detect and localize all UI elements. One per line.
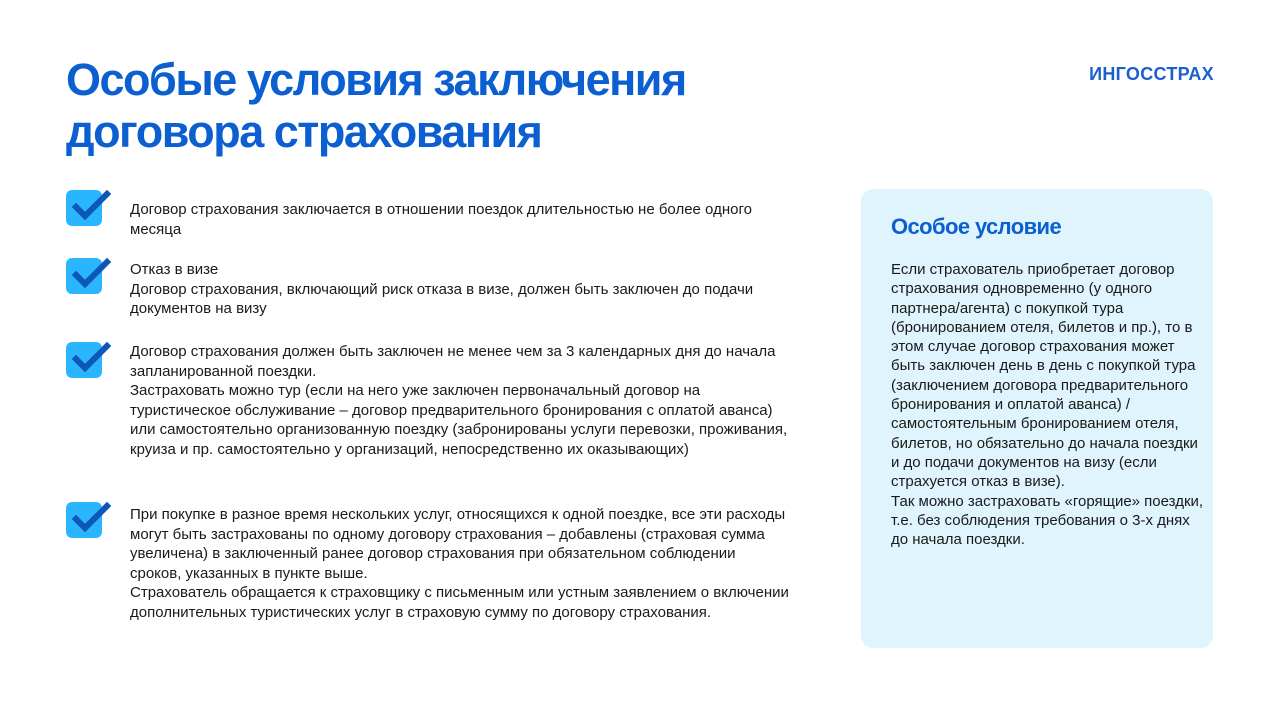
list-item-text [130, 260, 790, 319]
paragraph: Договор страхования заключается в отношении поездок длительностью не более одного месяца [130, 201, 752, 238]
paragraph: При покупке в разное время нескольких услуг, относящихся к одной поездке, все эти расходы могут быть застрахованы по одному договору страхования – добавлены (страховая сумма увеличена) в заключенный ранее договор страхования при обязательном соблюдении сроков, указанных в пункте выше. [130, 506, 786, 582]
checkbox-checked-icon [66, 340, 110, 380]
paragraph: Договор страхования должен быть заключен не менее чем за 3 календарных дня до начала запланированной поездки. [130, 343, 776, 380]
page-title [66, 54, 826, 158]
list-item-text [130, 342, 790, 459]
title-line-1: Особые условия заключения [66, 54, 686, 105]
checkbox-checked-icon [66, 256, 110, 296]
panel-body [891, 260, 1207, 549]
paragraph: Отказ в визе [130, 261, 219, 278]
panel-title: Особое условие [891, 214, 1062, 239]
checkbox-checked-icon [66, 188, 110, 228]
paragraph: Так можно застраховать «горящие» поездки, т.е. без соблюдения требования о 3-х днях до начала поездки. [891, 492, 1204, 549]
title-line-2: договора страхования [66, 106, 542, 157]
list-item-text [130, 200, 790, 239]
list-item-text [130, 505, 790, 622]
paragraph: Договор страхования, включающий риск отказа в визе, должен быть заключен до подачи документов на визу [130, 280, 754, 317]
paragraph: Страхователь обращается к страховщику с письменным или устным заявлением о включении дополнительных туристических услуг в страховую сумму по договору страхования. [130, 584, 789, 621]
brand-logo: ИНГОССТРАХ [1089, 64, 1214, 84]
paragraph: Застраховать можно тур (если на него уже заключен первоначальный договор на туристическое обслуживание – договор предварительного бронирования с оплатой аванса) или самостоятельно организованную поездку (забронированы услуги перевозки, проживания, круиза и пр. самостоятельно у организаций, непосредственно их оказывающих) [130, 382, 788, 458]
special-condition-panel [861, 189, 1213, 648]
paragraph: Если страхователь приобретает договор страхования одновременно (у одного партнера/агента) с покупкой тура (бронированием отеля, билетов и пр.), то в этом случае договор страхования может быть заключен день в день с покупкой тура (заключением договора предварительного бронирования и оплатой аванса) / самостоятельным бронированием отеля, билетов, но обязательно до начала поездки и до подачи документов на визу (если страхуется отказ в визе). [891, 261, 1198, 491]
checkbox-checked-icon [66, 500, 110, 540]
